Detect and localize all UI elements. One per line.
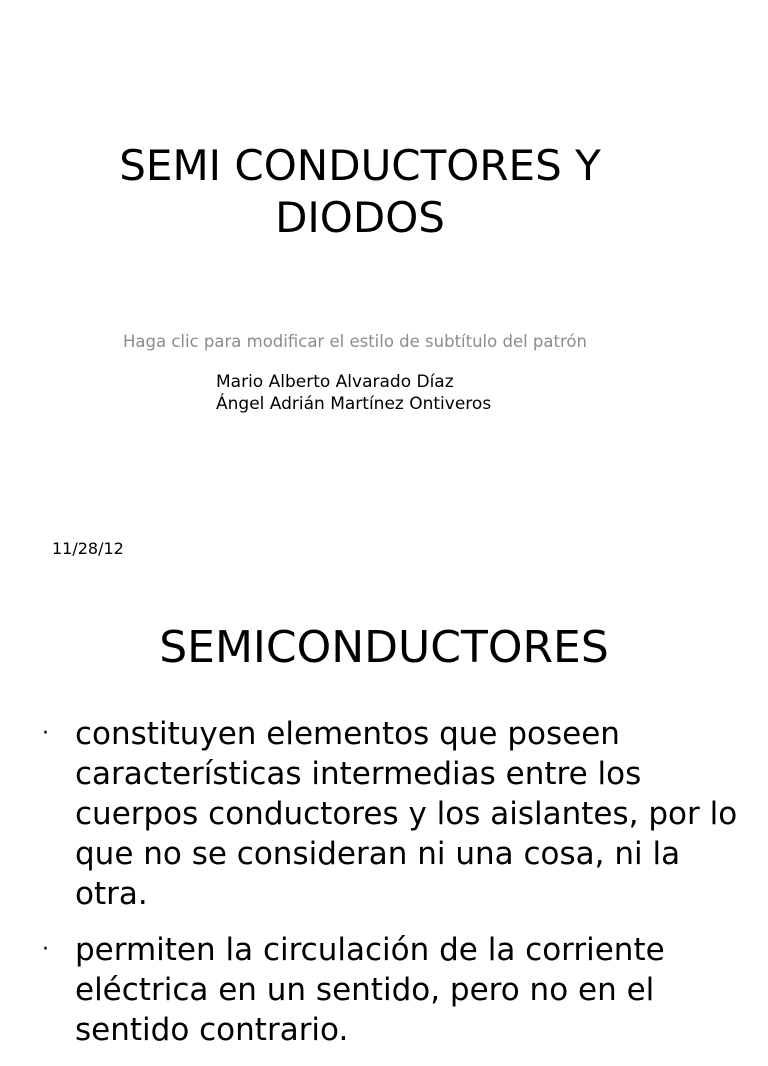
bullet-text: constituyen elementos que poseen características intermedias entre los cuerpos conductores y los aislantes, por lo que no se consideran ni una cosa, ni la otra. [75, 716, 738, 912]
slide-title: SEMI CONDUCTORES Y DIODOS [119, 141, 601, 242]
content-slide [0, 590, 768, 1048]
subtitle-placeholder[interactable]: Haga clic para modificar el estilo de subtítulo del patrón [123, 332, 587, 351]
slide-title: SEMICONDUCTORES [159, 622, 609, 673]
slide-date: 11/28/12 [52, 539, 124, 558]
author-name: Ángel Adrián Martínez Ontiveros [216, 394, 492, 414]
bullet-dot-icon: · [42, 721, 49, 746]
author-name: Mario Alberto Alvarado Díaz [216, 372, 454, 392]
bullet-list [42, 714, 742, 1066]
bullet-text: permiten la circulación de la corriente eléctrica en un sentido, pero no en el sentido contrario. [75, 932, 665, 1048]
bullet-item [42, 714, 742, 914]
bullet-item [42, 930, 742, 1050]
bullet-dot-icon: · [42, 937, 49, 962]
